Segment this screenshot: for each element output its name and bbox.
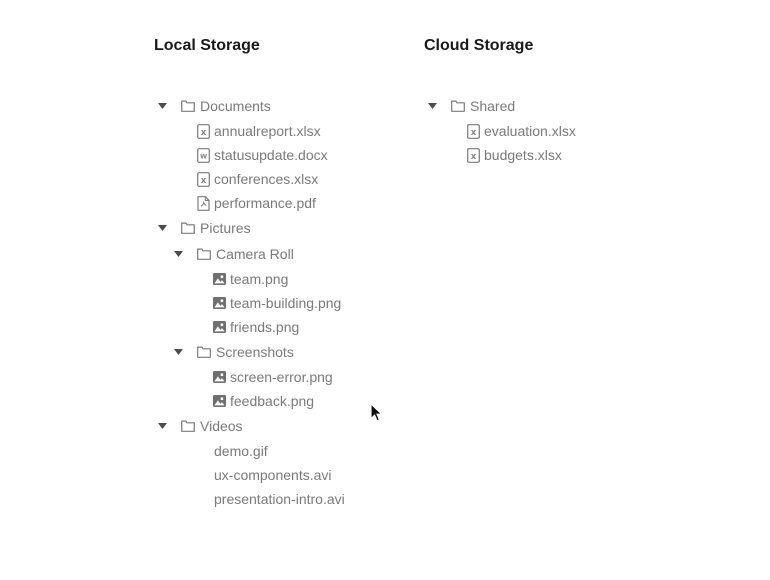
folder-row-shared[interactable] (424, 93, 576, 119)
svg-text:x: x (470, 150, 477, 162)
folder-icon (197, 248, 211, 260)
folder-row-pictures[interactable] (154, 215, 345, 241)
file-label: team.png (230, 271, 289, 287)
caret-down-icon[interactable] (158, 423, 167, 429)
cloud-storage-tree (424, 93, 576, 167)
excel-file-icon (467, 148, 480, 163)
word-file-icon (197, 148, 210, 163)
svg-text:x: x (200, 174, 207, 186)
file-row-feedback-png[interactable] (154, 389, 345, 413)
file-label: conferences.xlsx (214, 171, 319, 187)
file-row-conferences-xlsx[interactable] (154, 167, 345, 191)
folder-icon (451, 100, 465, 112)
excel-file-icon (467, 124, 480, 139)
pdf-file-icon (197, 196, 210, 211)
folder-label: Pictures (200, 220, 251, 236)
file-row-team-building-png[interactable] (154, 291, 345, 315)
svg-text:x: x (470, 126, 477, 138)
folder-icon (181, 222, 195, 234)
file-label: evaluation.xlsx (484, 123, 576, 139)
svg-text:w: w (200, 150, 207, 161)
file-row-team-png[interactable] (154, 267, 345, 291)
file-label: statusupdate.docx (214, 147, 328, 163)
file-row-evaluation-xlsx[interactable] (424, 119, 576, 143)
file-label: feedback.png (230, 393, 315, 409)
image-file-icon (213, 321, 226, 333)
image-file-icon (213, 273, 226, 285)
file-label: performance.pdf (214, 195, 316, 211)
folder-row-screenshots[interactable] (154, 339, 345, 365)
folder-label: Screenshots (216, 344, 294, 360)
folder-label: Documents (200, 98, 271, 114)
file-label: annualreport.xlsx (214, 123, 321, 139)
mouse-cursor (370, 403, 384, 423)
folder-label: Shared (470, 98, 516, 114)
file-row-screen-error-png[interactable] (154, 365, 345, 389)
file-row-friends-png[interactable] (154, 315, 345, 339)
file-label: ux-components.avi (214, 467, 332, 483)
file-label: friends.png (230, 319, 300, 335)
cloud-storage-heading: Cloud Storage (424, 37, 534, 54)
local-storage-tree (154, 93, 345, 511)
folder-row-videos[interactable] (154, 413, 345, 439)
image-file-icon (213, 371, 226, 383)
caret-down-icon[interactable] (174, 251, 183, 257)
folder-icon (181, 420, 195, 432)
excel-file-icon (197, 124, 210, 139)
file-row-budgets-xlsx[interactable] (424, 143, 576, 167)
folder-label: Camera Roll (216, 246, 294, 262)
folder-icon (181, 100, 195, 112)
image-file-icon (213, 395, 226, 407)
file-label: screen-error.png (230, 369, 333, 385)
folder-row-camera-roll[interactable] (154, 241, 345, 267)
excel-file-icon (197, 172, 210, 187)
caret-down-icon[interactable] (428, 103, 437, 109)
cloud-storage-panel (424, 36, 576, 167)
folder-label: Videos (200, 418, 243, 434)
file-row-annualreport-xlsx[interactable] (154, 119, 345, 143)
local-storage-heading: Local Storage (154, 37, 260, 54)
caret-down-icon[interactable] (174, 349, 183, 355)
file-label: demo.gif (214, 443, 268, 459)
file-label: budgets.xlsx (484, 147, 562, 163)
file-label: presentation-intro.avi (214, 491, 345, 507)
file-row-presentation-intro-avi[interactable] (154, 487, 345, 511)
file-row-demo-gif[interactable] (154, 439, 345, 463)
folder-icon (197, 346, 211, 358)
image-file-icon (213, 297, 226, 309)
folder-row-documents[interactable] (154, 93, 345, 119)
file-label: team-building.png (230, 295, 342, 311)
file-row-performance-pdf[interactable] (154, 191, 345, 215)
caret-down-icon[interactable] (158, 225, 167, 231)
svg-text:x: x (200, 126, 207, 138)
file-row-ux-components-avi[interactable] (154, 463, 345, 487)
caret-down-icon[interactable] (158, 103, 167, 109)
file-row-statusupdate-docx[interactable] (154, 143, 345, 167)
local-storage-panel (154, 36, 345, 511)
